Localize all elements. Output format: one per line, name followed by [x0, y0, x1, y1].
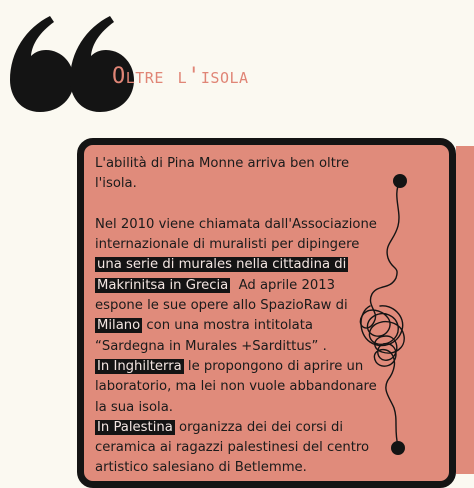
quote-mark-icon: [4, 8, 134, 118]
text-line: espone le sue opere allo SpazioRaw di: [95, 298, 348, 314]
text-line: laboratorio, ma lei non vuole abbandonare: [95, 379, 377, 395]
highlight: Makrinitsa in Grecia: [97, 277, 229, 293]
text-line: L'abilità di Pina Monne arriva ben oltre: [95, 156, 350, 171]
page-title: Oltre l'isola: [112, 64, 249, 89]
text-line: internazionale di muralisti per dipingere: [95, 237, 360, 253]
text-line: Milano con una mostra intitolata: [97, 318, 314, 334]
text-line: In Inghilterra le propongono di aprire un: [97, 358, 364, 374]
accent-strip: [456, 146, 474, 474]
scribble-line-decoration: [340, 166, 420, 466]
text-line: In Palestina organizza dei dei corsi di: [97, 419, 344, 435]
highlight: Milano: [97, 318, 141, 334]
text-line: la sua isola.: [95, 399, 173, 415]
top-dot: [393, 174, 407, 188]
bottom-dot: [391, 441, 405, 455]
text-line: Nel 2010 viene chiamata dall'Associazione: [95, 216, 377, 232]
highlight: In Palestina: [97, 419, 173, 435]
highlight: In Inghilterra: [97, 358, 182, 374]
text-line: l'isola.: [95, 176, 137, 192]
text-line: ceramica ai ragazzi palestinesi del centro: [95, 440, 370, 456]
text-line: artistico salesiano di Betlemme.: [95, 460, 307, 476]
text-line: Makrinitsa in Grecia Ad aprile 2013: [97, 277, 336, 293]
text-line: “Sardegna in Murales +Sardittus” .: [95, 338, 327, 354]
highlight: una serie di murales nella cittadina di: [97, 257, 347, 273]
